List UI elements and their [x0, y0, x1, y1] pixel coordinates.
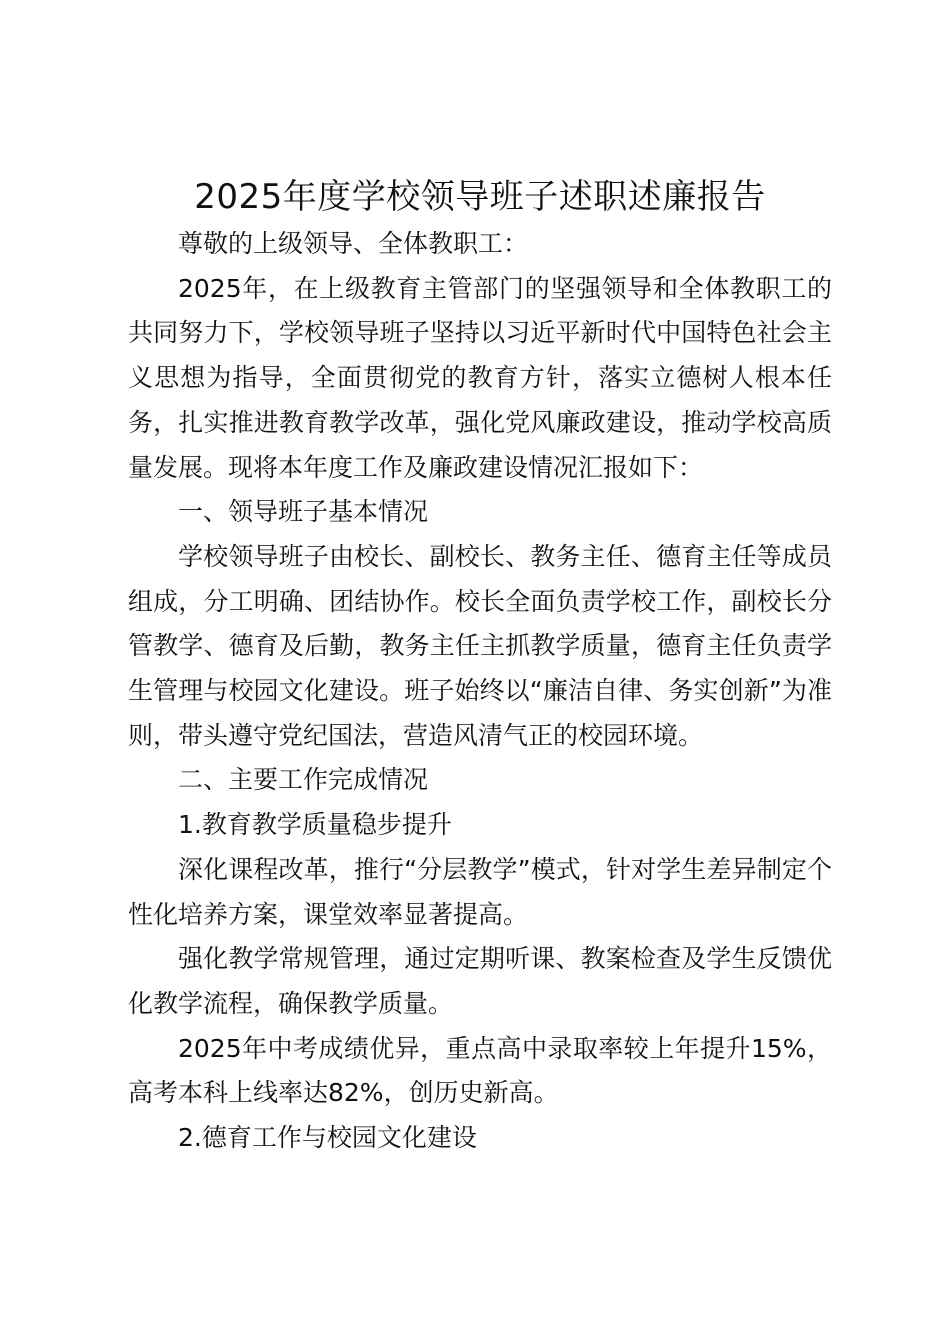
subsection-1-paragraph-2: 强化教学常规管理，通过定期听课、教案检查及学生反馈优化教学流程，确保教学质量。: [128, 944, 832, 1018]
document-page: [128, 172, 832, 1161]
salutation: 尊敬的上级领导、全体教职工：: [178, 229, 529, 258]
intro-paragraph: 2025年，在上级教育主管部门的坚强领导和全体教职工的共同努力下，学校领导班子坚持以习近平新时代中国特色社会主义思想为指导，全面贯彻党的教育方针，落实立德树人根本任务，扎实推进教育教学改革，强化党风廉政建设，推动学校高质量发展。现将本年度工作及廉政建设情况汇报如下：: [128, 273, 832, 482]
subsection-heading-1: 1.教育教学质量稳步提升: [178, 810, 452, 840]
report-title: 2025年度学校领导班子述职述廉报告: [194, 177, 766, 217]
subsection-1-paragraph-3: 2025年中考成绩优异，重点高中录取率较上年提升15%，高考本科上线率达82%，创历史新高。: [128, 1033, 832, 1108]
subsection-heading-2: 2.德育工作与校园文化建设: [178, 1123, 477, 1153]
section-heading-1: 一、领导班子基本情况: [178, 497, 429, 527]
subsection-1-paragraph-1: 深化课程改革，推行“分层教学”模式，针对学生差异制定个性化培养方案，课堂效率显著提高。: [128, 854, 832, 929]
section-1-paragraph: 学校领导班子由校长、副校长、教务主任、德育主任等成员组成，分工明确、团结协作。校长全面负责学校工作，副校长分管教学、德育及后勤，教务主任主抓教学质量，德育主任负责学生管理与校园文化建设。班子始终以“廉洁自律、务实创新”为准则，带头遵守党纪国法，营造风清气正的校园环境。: [128, 541, 832, 750]
section-heading-2: 二、主要工作完成情况: [178, 765, 429, 795]
